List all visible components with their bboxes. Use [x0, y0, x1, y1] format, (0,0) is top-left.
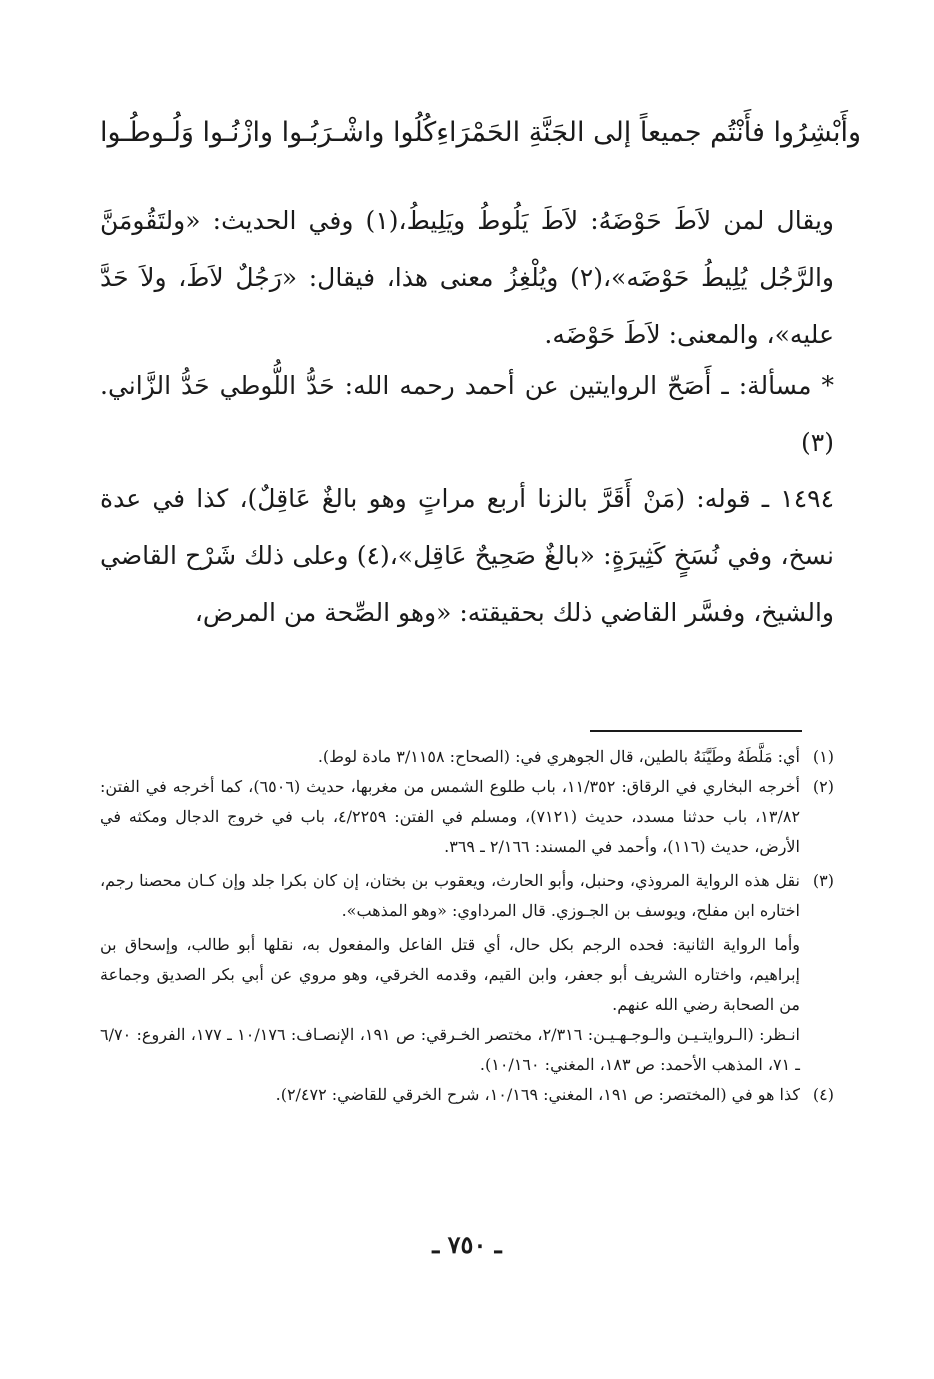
footnote-text: كذا هو في (المختصر: ص ١٩١، المغني: ١٠/١٦٩، شرح الخرقي للقاضي: ٢/٤٧٢). — [275, 1085, 800, 1104]
page-number: ـ ٧٥٠ ـ — [432, 1230, 502, 1259]
verse-hemistich-second: وأَبْشِرُوا فأَنْتُم جميعاً إلى الجَنَّةِ الحَمْرَاءِ — [436, 116, 862, 148]
footnote-number: (١) — [812, 747, 834, 766]
footnote-number: (٢) — [812, 777, 834, 796]
footnote-4 — [100, 1080, 834, 1110]
footnote-number: (٣) — [812, 871, 834, 890]
footnote-text: نقل هذه الرواية المروذي، وحنبل، وأبو الحارث، ويعقوب بن بختان، إن كان بكرا جلد وإن كـان محصنا رجم، اختاره ابن مفلح، ويوسف بن الجـوزي. قال المرداوي: «وهو المذهب». — [100, 871, 800, 920]
footnote-3-continuation: وأما الرواية الثانية: فحده الرجم بكل حال، أي قتل الفاعل والمفعول به، نقلها أبو طالب، وإسحاق بن إبراهيم، واختاره الشريف أبو جعفر، وابن القيم، وقدمه الخرقي، وهو مروي عن أبي بكر الصديق وجماعة من الصحابة رضي الله عنهم. — [100, 935, 800, 1014]
footnote-3 — [100, 866, 834, 926]
footnote-number: (٤) — [812, 1085, 834, 1104]
footnote-text: أي: مَلَّطَهُ وطَيَّنَهُ بالطين، قال الجوهري في: (الصحاح: ٣/١١٥٨ مادة لوط). — [317, 747, 800, 766]
footnote-separator — [590, 730, 802, 732]
footnote-2 — [100, 772, 834, 862]
footnotes — [100, 742, 834, 1110]
footnote-1 — [100, 742, 834, 772]
paragraph-definition: ويقال لمن لاَطَ حَوْضَهُ: لاَطَ يَلُوطُ ويَلِيطُ،(١) وفي الحديث: «ولتَقُومَنَّ والرَّجُل يُلِيطُ حَوْضَه»،(٢) ويُلْغِزُ معنى هذا، فيقال: «رَجُلٌ لاَطَ، ولاَ حَدَّ عليه»، والمعنى: لاَطَ حَوْضَه. — [100, 206, 834, 349]
paragraph-issue: * مسألة: ـ أَصَحّ الروايتين عن أحمد رحمه الله: حَدُّ اللُّوطي حَدُّ الزَّاني.(٣) — [100, 371, 834, 457]
verse-line — [100, 108, 862, 156]
footnote-text: أخرجه البخاري في الرقاق: ١١/٣٥٢، باب طلوع الشمس من مغربها، حديث (٦٥٠٦)، كما أخرجه في الفتن: ١٣/٨٢، باب حدثنا مسدد، حديث (٧١٢١)، ومسلم في الفتن: ٤/٢٢٥٩، باب في خروج الدجال ومكثه في الأرض، حديث (١١٦)، وأحمد في المسند: ٢/١٦٦ ـ ٣٦٩. — [100, 777, 801, 856]
verse-hemistich-first: كُلُوا واشْـرَبُـوا وازْنُـوا وَلُـوطُـوا — [100, 116, 437, 148]
paragraph-entry-1494: ١٤٩٤ ـ قوله: (مَنْ أَقَرَّ بالزنا أربع مراتٍ وهو بالغٌ عَاقِلٌ)، كذا في عدة نسخ، وفي نُسَخٍ كَثِيرَةٍ: «بالغٌ صَحِيحٌ عَاقِل»،(٤) وعلى ذلك شَرْح القاضي والشيخ، وفسَّر القاضي ذلك بحقيقته: «وهو الصِّحة من المرض، — [100, 484, 834, 627]
footnote-3-references: انـظر: (الـروايتـيـن والـوجـهـيـن: ٢/٣١٦، مختصر الخـرقي: ص ١٩١، الإنصـاف: ١٠/١٧٦ ـ ١٧٧، الفروع: ٦/٧٠ ـ ٧١، المذهب الأحمد: ص ١٨٣، المغني: ١٠/١٦٠). — [100, 1025, 801, 1074]
